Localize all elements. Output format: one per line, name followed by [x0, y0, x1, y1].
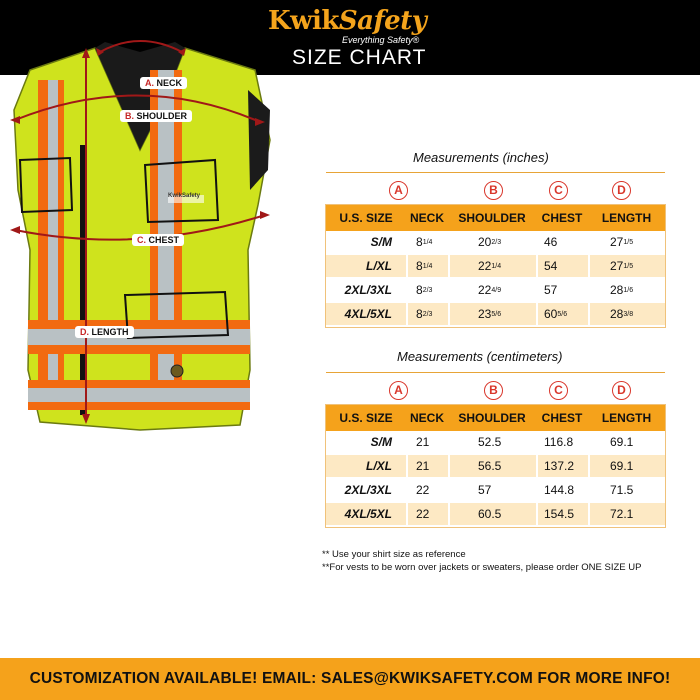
vest-label-shoulder: B. SHOULDER — [120, 110, 192, 122]
cell-chest: 137.2 — [544, 459, 575, 473]
cell-neck: 8 1/4 — [416, 259, 433, 273]
cell-chest: 60 5/6 — [544, 307, 568, 321]
vest-label-length: D. LENGTH — [75, 326, 134, 338]
header-neck: NECK — [409, 211, 444, 225]
circle-marker-b: B — [484, 381, 503, 400]
cell-shoulder: 22 1/4 — [478, 259, 502, 273]
footer-banner — [0, 658, 700, 700]
header-shoulder: SHOULDER — [458, 211, 526, 225]
circle-marker-d: D — [612, 181, 631, 200]
vest-label-chest: C. CHEST — [132, 234, 184, 246]
header-us-size: U.S. SIZE — [339, 211, 393, 225]
page-title: SIZE CHART — [292, 46, 427, 69]
header-us-size: U.S. SIZE — [339, 411, 393, 425]
header-chest: CHEST — [541, 411, 583, 425]
cell-neck: 8 2/3 — [416, 283, 433, 297]
cell-shoulder: 22 4/9 — [478, 283, 502, 297]
cell-chest: 144.8 — [544, 483, 575, 497]
cell-length: 71.5 — [610, 483, 634, 497]
cell-shoulder: 23 5/6 — [478, 307, 502, 321]
note-line: **For vests to be worn over jackets or sweaters, please order ONE SIZE UP — [322, 562, 642, 573]
cell-neck: 8 2/3 — [416, 307, 433, 321]
cell-chest: 116.8 — [544, 435, 574, 449]
header-length: LENGTH — [601, 211, 652, 225]
cell-length: 27 1/5 — [610, 259, 634, 273]
cell-length: 28 1/6 — [610, 283, 634, 297]
cell-size: 4XL/5XL — [344, 307, 392, 321]
cell-size: S/M — [370, 235, 392, 249]
vest-label-neck: A. NECK — [140, 77, 187, 89]
cell-shoulder: 57 — [478, 483, 492, 497]
cell-shoulder: 60.5 — [478, 507, 502, 521]
cell-size: 2XL/3XL — [344, 283, 392, 297]
cell-chest: 46 — [544, 235, 558, 249]
vest-logo-text: KwikSafety — [168, 193, 201, 199]
centimeters-title: Measurements (centimeters) — [397, 349, 563, 364]
cell-shoulder: 56.5 — [478, 459, 502, 473]
circle-marker-c: C — [549, 381, 568, 400]
centimeters-table-frame — [325, 404, 666, 528]
brand-tagline: Everything Safety® — [342, 35, 420, 45]
cell-length: 72.1 — [610, 507, 634, 521]
cell-size: 4XL/5XL — [344, 507, 392, 521]
cell-size: L/XL — [366, 259, 392, 273]
cell-chest: 154.5 — [544, 507, 575, 521]
brand-name: KwikSafety — [268, 6, 427, 36]
header-length: LENGTH — [601, 411, 652, 425]
cell-neck: 8 1/4 — [416, 235, 433, 249]
cell-length: 28 3/8 — [610, 307, 634, 321]
vest-illustration — [0, 30, 300, 440]
cell-chest: 57 — [544, 283, 558, 297]
inches-title: Measurements (inches) — [413, 150, 549, 165]
cell-neck: 22 — [416, 507, 430, 521]
cell-length: 27 1/5 — [610, 235, 634, 249]
cell-size: 2XL/3XL — [344, 483, 392, 497]
circle-marker-b: B — [484, 181, 503, 200]
cell-neck: 22 — [416, 483, 430, 497]
header-shoulder: SHOULDER — [458, 411, 526, 425]
note-line: ** Use your shirt size as reference — [322, 549, 466, 560]
cell-length: 69.1 — [610, 435, 634, 449]
header-chest: CHEST — [541, 211, 583, 225]
cell-chest: 54 — [544, 259, 558, 273]
inches-rule — [326, 172, 665, 173]
footer-text: CUSTOMIZATION AVAILABLE! EMAIL: SALES@KWIKSAFETY.COM FOR MORE INFO! — [29, 670, 671, 687]
cell-shoulder: 20 2/3 — [478, 235, 502, 249]
circle-marker-a: A — [389, 381, 408, 400]
centimeters-rule — [326, 372, 665, 373]
circle-marker-d: D — [612, 381, 631, 400]
cell-length: 69.1 — [610, 459, 634, 473]
cell-neck: 21 — [416, 435, 430, 449]
cell-size: S/M — [370, 435, 392, 449]
size-notes — [322, 548, 641, 574]
circle-marker-c: C — [549, 181, 568, 200]
cell-neck: 21 — [416, 459, 430, 473]
cell-size: L/XL — [366, 459, 392, 473]
inches-table-frame — [325, 204, 666, 328]
cell-shoulder: 52.5 — [478, 435, 502, 449]
header-neck: NECK — [409, 411, 444, 425]
circle-marker-a: A — [389, 181, 408, 200]
